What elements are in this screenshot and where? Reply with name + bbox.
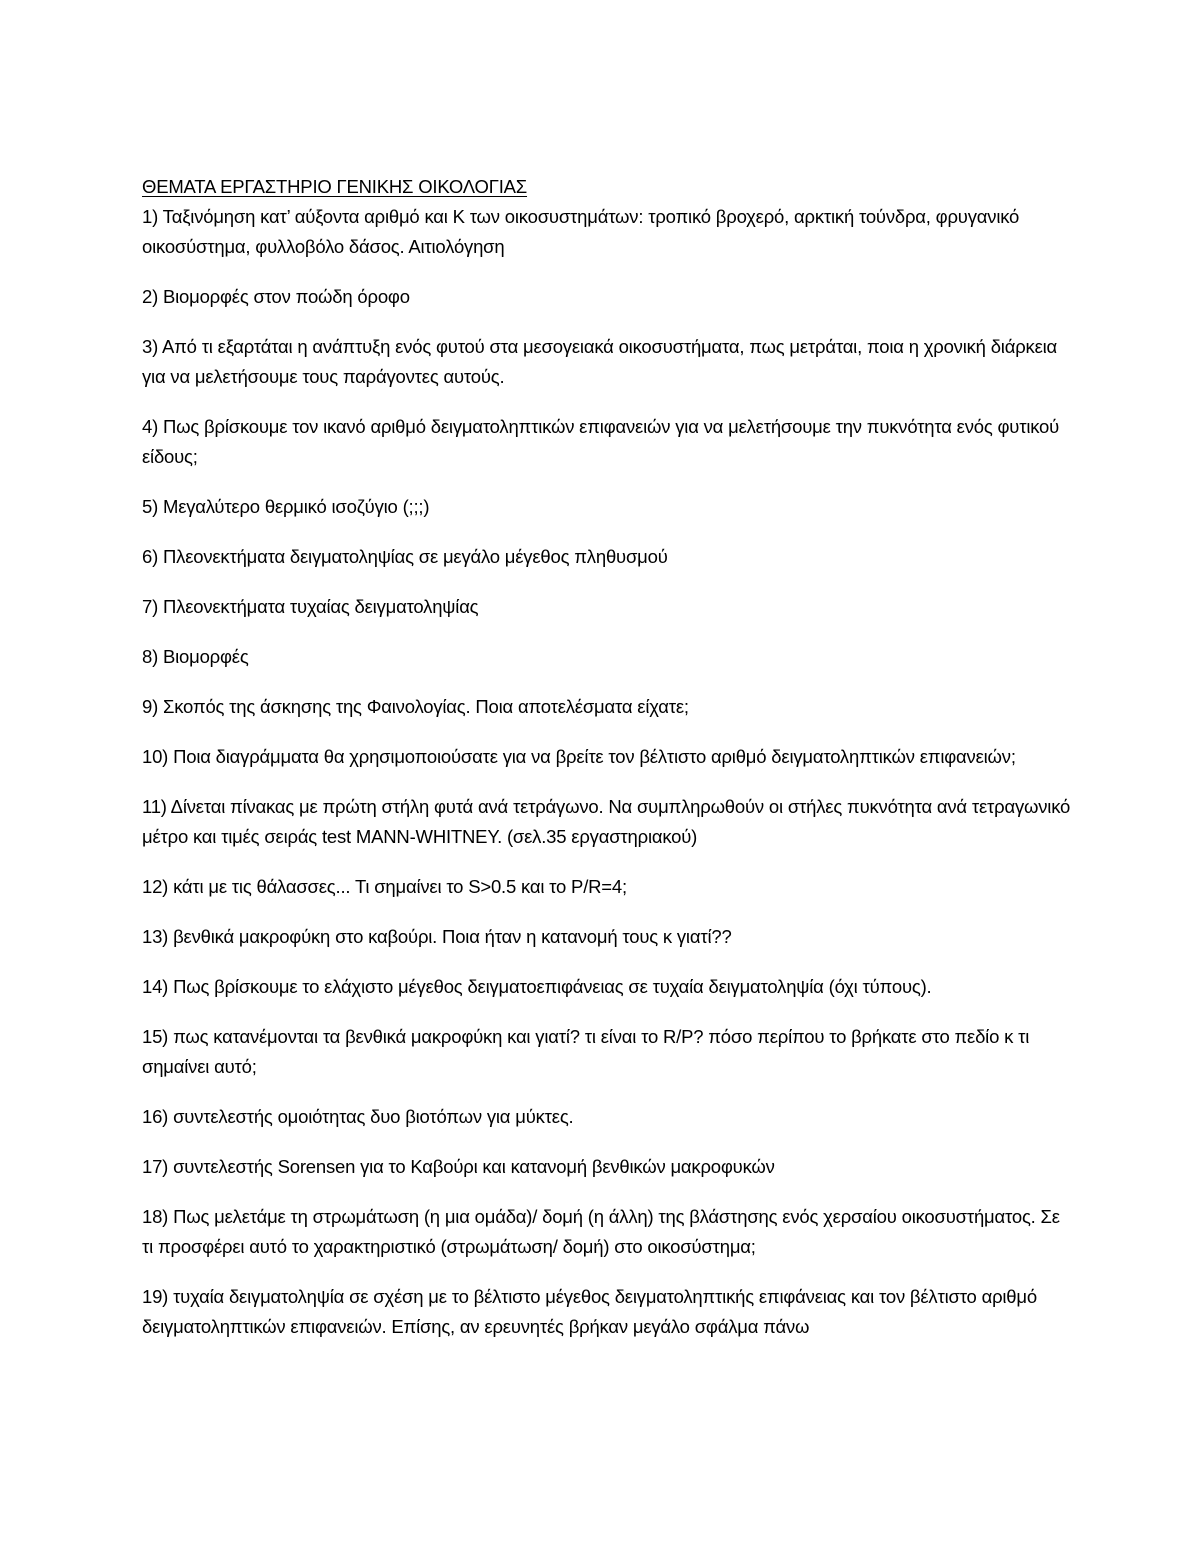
question-16: 16) συντελεστής ομοιότητας δυο βιοτόπων για μύκτες.: [142, 1106, 574, 1127]
question-7: 7) Πλεονεκτήματα τυχαίας δειγματοληψίας: [142, 596, 479, 617]
question-3: 3) Από τι εξαρτάται η ανάπτυξη ενός φυτού στα μεσογειακά οικοσυστήματα, πως μετράται, ποια η χρονική διάρκεια για να μελετήσουμε τους παράγοντες αυτούς.: [142, 336, 1058, 387]
document-title: ΘΕΜΑΤΑ ΕΡΓΑΣΤΗΡΙΟ ΓΕΝΙΚΗΣ ΟΙΚΟΛΟΓΙΑΣ: [142, 176, 528, 197]
question-19: 19) τυχαία δειγματοληψία σε σχέση με το βέλτιστο μέγεθος δειγματοληπτικής επιφάνειας και τον βέλτιστο αριθμό δειγματοληπτικών επιφανειών. Επίσης, αν ερευνητές βρήκαν μεγάλο σφάλμα πάνω: [142, 1286, 1037, 1337]
question-15: 15) πως κατανέμονται τα βενθικά μακροφύκη και γιατί? τι είναι το R/P? πόσο περίπου το βρήκατε στο πεδίο κ τι σημαίνει αυτό;: [142, 1026, 1030, 1077]
question-10: 10) Ποια διαγράμματα θα χρησιμοποιούσατε για να βρείτε τον βέλτιστο αριθμό δειγματοληπτικών επιφανειών;: [142, 746, 1016, 767]
document-body: [142, 172, 1072, 1362]
question-14: 14) Πως βρίσκουμε το ελάχιστο μέγεθος δειγματοεπιφάνειας σε τυχαία δειγματοληψία (όχι τύπους).: [142, 976, 932, 997]
question-8: 8) Βιομορφές: [142, 646, 249, 667]
question-6: 6) Πλεονεκτήματα δειγματοληψίας σε μεγάλο μέγεθος πληθυσμού: [142, 546, 668, 567]
question-17: 17) συντελεστής Sorensen για το Καβούρι και κατανομή βενθικών μακροφυκών: [142, 1156, 775, 1177]
question-18: 18) Πως μελετάμε τη στρωμάτωση (η μια ομάδα)/ δομή (η άλλη) της βλάστησης ενός χερσαίου οικοσυστήματος. Σε τι προσφέρει αυτό το χαρακτηριστικό (στρωμάτωση/ δομή) στο οικοσύστημα;: [142, 1206, 1060, 1257]
question-11: 11) Δίνεται πίνακας με πρώτη στήλη φυτά ανά τετράγωνο. Να συμπληρωθούν οι στήλες πυκνότητα ανά τετραγωνικό μέτρο και τιμές σειράς test MANN-WHITNEY. (σελ.35 εργαστηριακού): [142, 796, 1071, 847]
question-5: 5) Μεγαλύτερο θερμικό ισοζύγιο (;;;): [142, 496, 430, 517]
question-2: 2) Βιομορφές στον ποώδη όροφο: [142, 286, 410, 307]
question-12: 12) κάτι με τις θάλασσες... Τι σημαίνει το S>0.5 και το P/R=4;: [142, 876, 627, 897]
question-9: 9) Σκοπός της άσκησης της Φαινολογίας. Ποια αποτελέσματα είχατε;: [142, 696, 689, 717]
question-13: 13) βενθικά μακροφύκη στο καβούρι. Ποια ήταν η κατανομή τους κ γιατί??: [142, 926, 732, 947]
question-1: 1) Ταξινόμηση κατ’ αύξοντα αριθμό και Κ των οικοσυστημάτων: τροπικό βροχερό, αρκτική τούνδρα, φρυγανικό οικοσύστημα, φυλλοβόλο δάσος. Αιτιολόγηση: [142, 206, 1020, 257]
question-4: 4) Πως βρίσκουμε τον ικανό αριθμό δειγματοληπτικών επιφανειών για να μελετήσουμε την πυκνότητα ενός φυτικού είδους;: [142, 416, 1060, 467]
